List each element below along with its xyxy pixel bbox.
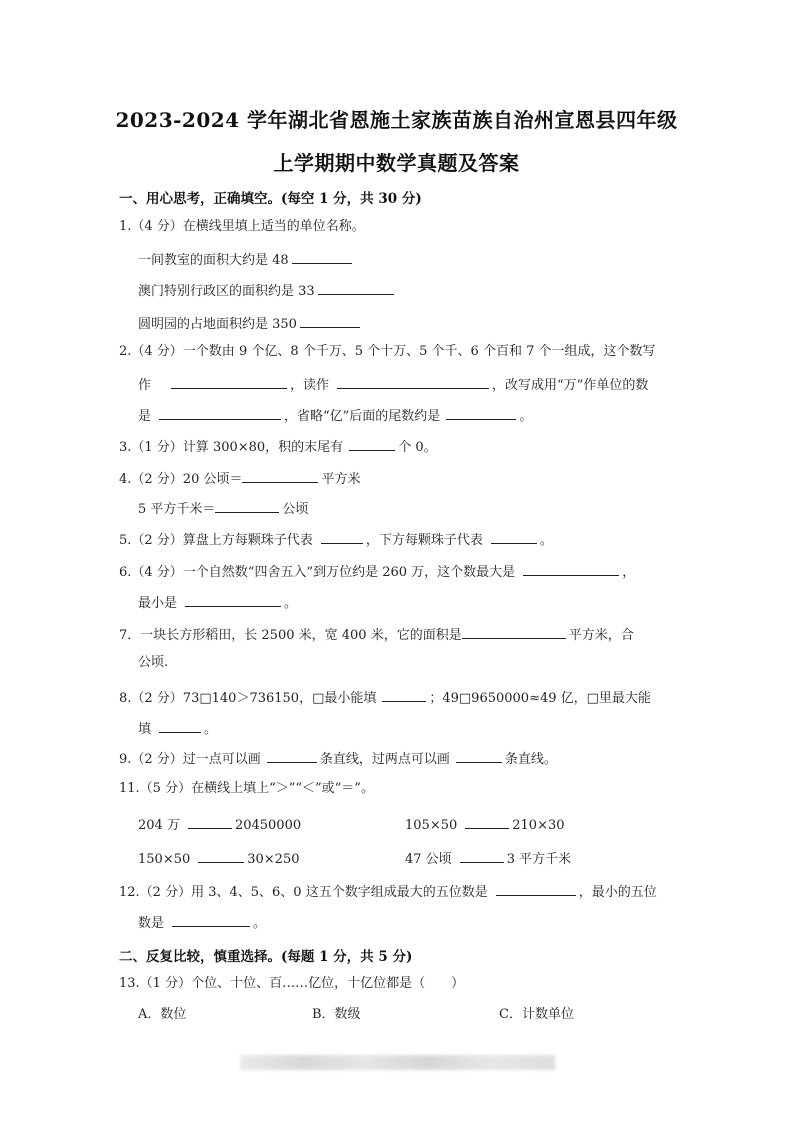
question-12-line-1 bbox=[119, 882, 657, 901]
question-2-text: 是 bbox=[138, 409, 152, 424]
question-6-text: 最小是 bbox=[138, 596, 178, 611]
answer-blank[interactable] bbox=[460, 849, 504, 863]
question-12-text: 数是 bbox=[138, 916, 165, 931]
question-6-line-1 bbox=[119, 562, 635, 581]
question-1a bbox=[138, 250, 355, 269]
question-11a bbox=[138, 815, 301, 834]
question-8-line-1 bbox=[119, 688, 651, 707]
question-2-text: ，省略“亿”后面的尾数约是 bbox=[284, 409, 441, 424]
answer-blank[interactable] bbox=[462, 625, 566, 639]
question-11: 11.（5 分）在横线上填上“＞”“＜”或“＝”。 bbox=[119, 781, 374, 796]
answer-blank[interactable] bbox=[159, 719, 201, 733]
question-6-text: 。 bbox=[284, 596, 298, 611]
question-6-line-2 bbox=[138, 593, 297, 612]
question-2-text: ，读作 bbox=[290, 378, 330, 393]
answer-blank[interactable] bbox=[198, 849, 244, 863]
answer-blank[interactable] bbox=[446, 406, 516, 420]
question-6-text: 6.（4 分）一个自然数“四舍五入”到万位约是 260 万，这个数最大是 bbox=[119, 565, 516, 580]
answer-blank[interactable] bbox=[456, 749, 502, 763]
question-4-line-2 bbox=[138, 499, 308, 518]
question-2-text: 作 bbox=[138, 378, 152, 393]
answer-blank[interactable] bbox=[215, 499, 279, 513]
question-1b bbox=[138, 281, 397, 300]
question-11-text: 204 万 bbox=[138, 818, 180, 833]
question-3 bbox=[119, 437, 437, 456]
answer-blank[interactable] bbox=[171, 375, 287, 389]
question-3-text: 3.（1 分）计算 300×80，积的末尾有 bbox=[119, 440, 344, 455]
question-7-text: 7．一块长方形稻田，长 2500 米，宽 400 米，它的面积是 bbox=[119, 628, 462, 643]
question-1: 1.（4 分）在横线里填上适当的单位名称。 bbox=[119, 219, 365, 234]
question-11-text: 47 公顷 bbox=[405, 852, 452, 867]
answer-blank[interactable] bbox=[188, 815, 232, 829]
answer-blank[interactable] bbox=[465, 815, 509, 829]
question-12-text: 12.（2 分）用 3、4、5、6、0 这五个数字组成最大的五位数是 bbox=[119, 885, 488, 900]
question-4-text: 平方米 bbox=[321, 472, 361, 487]
question-3-text: 个 0。 bbox=[398, 440, 437, 455]
option-b[interactable]: B．数级 bbox=[312, 1007, 361, 1022]
question-8-text: ；49□9650000≈49 亿，□里最大能 bbox=[429, 691, 651, 706]
question-8-line-2 bbox=[138, 719, 217, 738]
answer-blank[interactable] bbox=[300, 314, 360, 328]
question-1c bbox=[138, 314, 363, 333]
question-11b bbox=[405, 815, 565, 834]
question-5-text: 5.（2 分）算盘上方每颗珠子代表 bbox=[119, 533, 313, 548]
question-7-line-2: 公顷. bbox=[138, 655, 169, 670]
question-6-text: ， bbox=[622, 565, 636, 580]
answer-blank[interactable] bbox=[267, 749, 317, 763]
option-a[interactable]: A．数位 bbox=[138, 1007, 187, 1022]
question-5 bbox=[119, 530, 553, 549]
question-13: 13.（1 分）个位、十位、百……亿位，十亿位都是（ ） bbox=[119, 976, 465, 991]
question-2-text: 。 bbox=[519, 409, 533, 424]
question-9-text: 条直线，过两点可以画 bbox=[319, 752, 450, 767]
question-5-text: 。 bbox=[539, 533, 553, 548]
question-4-line-1 bbox=[119, 469, 361, 488]
answer-blank[interactable] bbox=[337, 375, 489, 389]
document-title-line-1: 2023-2024 学年湖北省恩施土家族苗族自治州宣恩县四年级 bbox=[115, 108, 678, 132]
answer-blank[interactable] bbox=[242, 469, 318, 483]
answer-blank[interactable] bbox=[159, 406, 281, 420]
question-1a-text: 一间教室的面积大约是 48 bbox=[138, 253, 289, 268]
answer-blank[interactable] bbox=[172, 913, 250, 927]
answer-blank[interactable] bbox=[185, 593, 281, 607]
question-2-line-2 bbox=[138, 375, 648, 394]
answer-blank[interactable] bbox=[318, 281, 394, 295]
question-4-text: 4.（2 分）20 公顷＝ bbox=[119, 472, 243, 487]
option-c[interactable]: C．计数单位 bbox=[499, 1007, 574, 1022]
blurred-watermark bbox=[240, 1055, 555, 1070]
question-11-text: 150×50 bbox=[138, 852, 191, 867]
question-1b-text: 澳门特别行政区的面积约是 33 bbox=[138, 284, 315, 299]
question-11-text: 105×50 bbox=[405, 818, 458, 833]
answer-blank[interactable] bbox=[491, 530, 537, 544]
answer-blank[interactable] bbox=[523, 562, 619, 576]
answer-blank[interactable] bbox=[321, 530, 363, 544]
question-2-text: ，改写成用“万”作单位的数 bbox=[492, 378, 649, 393]
question-7-text: 平方米，合 bbox=[568, 628, 634, 643]
question-8-text: 。 bbox=[204, 722, 218, 737]
question-8-text: 填 bbox=[138, 722, 152, 737]
question-2-line-1: 2.（4 分）一个数由 9 个亿、8 个千万、5 个十万、5 个千、6 个百和 7 个一组成，这个数写 bbox=[119, 344, 656, 359]
question-1c-text: 圆明园的占地面积约是 350 bbox=[138, 317, 297, 332]
question-11d bbox=[405, 849, 571, 868]
question-4-text: 公顷 bbox=[282, 502, 309, 517]
document-title-line-2: 上学期期中数学真题及答案 bbox=[273, 151, 520, 175]
question-11-text: 30×250 bbox=[247, 852, 300, 867]
question-11-text: 20450000 bbox=[234, 818, 302, 833]
question-11-text: 3 平方千米 bbox=[506, 852, 572, 867]
answer-blank[interactable] bbox=[496, 882, 576, 896]
section-heading-1: 一、用心思考，正确填空。(每空 1 分，共 30 分) bbox=[119, 191, 422, 207]
question-4-text: 5 平方千米＝ bbox=[138, 502, 216, 517]
answer-blank[interactable] bbox=[382, 688, 426, 702]
question-11c bbox=[138, 849, 300, 868]
question-12-text: 。 bbox=[253, 916, 267, 931]
question-12-text: ，最小的五位 bbox=[578, 885, 657, 900]
question-9 bbox=[119, 749, 557, 768]
question-5-text: ，下方每颗珠子代表 bbox=[365, 533, 483, 548]
question-12-line-2 bbox=[138, 913, 266, 932]
section-heading-2: 二、反复比较，慎重选择。(每题 1 分，共 5 分) bbox=[119, 949, 413, 965]
question-8-text: 8.（2 分）73□140＞736150，□最小能填 bbox=[119, 691, 377, 706]
question-9-text: 条直线。 bbox=[504, 752, 557, 767]
question-11-text: 210×30 bbox=[512, 818, 565, 833]
question-7-line-1 bbox=[119, 625, 634, 644]
answer-blank[interactable] bbox=[292, 250, 352, 264]
question-9-text: 9.（2 分）过一点可以画 bbox=[119, 752, 261, 767]
answer-blank[interactable] bbox=[349, 437, 395, 451]
question-2-line-3 bbox=[138, 406, 532, 425]
